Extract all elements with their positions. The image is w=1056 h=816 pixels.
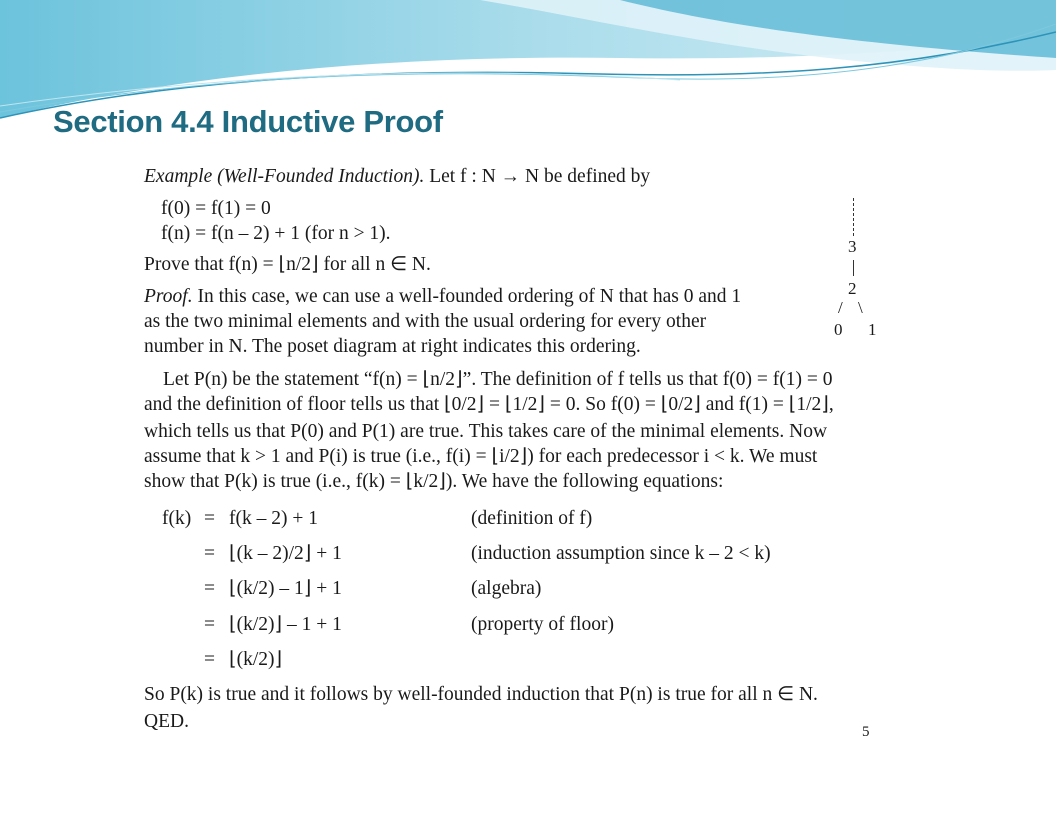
textbook-excerpt <box>141 160 889 742</box>
para2-line-1: Let P(n) be the statement “f(n) = ⌊n/2⌋”. The definition of f tells us that f(0) = f(1) = 0 <box>163 369 833 390</box>
para2-line-5: show that P(k) is true (i.e., f(k) = ⌊k/2⌋). We have the following equations: <box>144 471 724 492</box>
poset-edge-3-2 <box>853 260 854 276</box>
example-intro: Let f : N → N be defined by <box>429 166 651 187</box>
conclusion-line: So P(k) is true and it follows by well-founded induction that P(n) is true for all n ∈ N. <box>144 684 818 705</box>
poset-edge-2-0: / <box>838 298 843 317</box>
definition-line-1: f(0) = f(1) = 0 <box>161 198 271 219</box>
proof-line-1 <box>144 286 741 308</box>
qed-line: QED. <box>144 711 189 732</box>
para2-line-2: and the definition of floor tells us that ⌊0/2⌋ = ⌊1/2⌋ = 0. So f(0) = ⌊0/2⌋ and f(1) = ⌊1/2⌋, <box>144 394 834 415</box>
equation-relation: = <box>204 649 215 670</box>
proof-text-1: In this case, we can use a well-founded ordering of N that has 0 and 1 <box>197 286 742 307</box>
para2-line-4: assume that k > 1 and P(i) is true (i.e., f(i) = ⌊i/2⌋) for each predecessor i < k. We must <box>144 446 818 467</box>
equation-relation: = <box>204 614 215 635</box>
equation-reason: (induction assumption since k – 2 < k) <box>471 543 771 564</box>
example-heading-line <box>144 166 650 188</box>
poset-node-2: 2 <box>848 279 857 298</box>
example-label: Example (Well-Founded Induction). <box>144 166 425 187</box>
equation-rhs: f(k – 2) + 1 <box>229 508 318 529</box>
equation-relation: = <box>204 508 215 529</box>
equation-relation: = <box>204 578 215 599</box>
proof-label: Proof. <box>144 286 193 307</box>
equation-rhs: ⌊(k/2) – 1⌋ + 1 <box>229 578 342 599</box>
poset-node-1: 1 <box>868 320 877 339</box>
equation-reason: (property of floor) <box>471 614 614 635</box>
page-title: Section 4.4 Inductive Proof <box>53 104 443 139</box>
poset-dashed-edge <box>853 198 854 236</box>
equation-rhs: ⌊(k/2)⌋ – 1 + 1 <box>229 614 342 635</box>
poset-diagram <box>821 190 891 340</box>
proof-line-3: number in N. The poset diagram at right indicates this ordering. <box>144 336 641 357</box>
equation-reason: (algebra) <box>471 578 542 599</box>
equation-rhs: ⌊(k – 2)/2⌋ + 1 <box>229 543 342 564</box>
poset-node-3: 3 <box>848 237 857 256</box>
poset-node-0: 0 <box>834 320 843 339</box>
page-number: 5 <box>862 724 870 740</box>
equation-relation: = <box>204 543 215 564</box>
equation-reason: (definition of f) <box>471 508 593 529</box>
equation-rhs: ⌊(k/2)⌋ <box>229 649 283 670</box>
prove-statement: Prove that f(n) = ⌊n/2⌋ for all n ∈ N. <box>144 254 431 275</box>
proof-line-2: as the two minimal elements and with the usual ordering for every other <box>144 311 707 332</box>
definition-line-2: f(n) = f(n – 2) + 1 (for n > 1). <box>161 223 391 244</box>
poset-edge-2-1: \ <box>858 298 863 317</box>
para2-line-3: which tells us that P(0) and P(1) are true. This takes care of the minimal elements. Now <box>144 421 828 442</box>
equation-lhs: f(k) <box>162 508 192 529</box>
